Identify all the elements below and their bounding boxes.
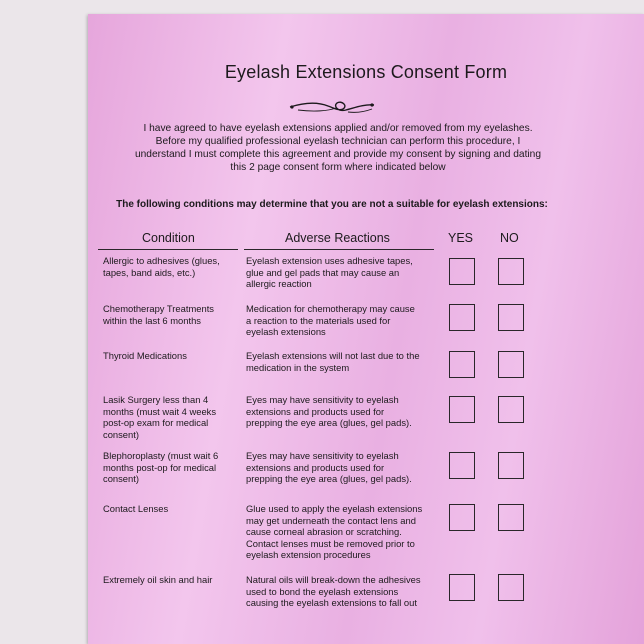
intro-line: this 2 page consent form where indicated below <box>230 162 446 173</box>
no-checkbox[interactable] <box>498 258 524 285</box>
condition-line: tapes, band aids, etc.) <box>103 266 196 278</box>
adverse-cell <box>246 450 441 485</box>
adverse-line: a reaction to the materials used for <box>246 314 391 326</box>
yes-column-header: YES <box>448 231 474 245</box>
condition-line: months post-op for medical <box>103 461 217 473</box>
condition-line: Lasik Surgery less than 4 <box>103 394 209 405</box>
adverse-line: Medication for chemotherapy may cause <box>246 303 415 314</box>
adverse-line: eyelash extensions <box>246 326 326 338</box>
yes-checkbox[interactable] <box>449 396 475 423</box>
adverse-cell <box>246 303 441 338</box>
condition-column-header: Condition <box>142 231 195 245</box>
condition-line: Blephoroplasty (must wait 6 <box>103 450 219 461</box>
yes-checkbox[interactable] <box>449 258 475 285</box>
condition-cell <box>103 394 243 440</box>
form-title: Eyelash Extensions Consent Form <box>224 62 508 82</box>
adverse-cell <box>246 503 441 561</box>
adverse-header-rule <box>244 249 434 250</box>
adverse-line: glue and gel pads that may cause an <box>246 266 400 278</box>
adverse-line: cause corneal abrasion or scratching. <box>246 526 402 538</box>
intro-paragraph <box>108 122 568 174</box>
no-checkbox[interactable] <box>498 396 524 423</box>
intro-line: understand I must complete this agreement and provide my consent by signing and dating <box>134 149 542 160</box>
adverse-cell <box>246 574 441 609</box>
yes-checkbox[interactable] <box>449 452 475 479</box>
adverse-line: Natural oils will break-down the adhesives <box>246 574 421 585</box>
yes-checkbox[interactable] <box>449 504 475 531</box>
no-checkbox[interactable] <box>498 452 524 479</box>
condition-line: post-op exam for medical <box>103 417 209 429</box>
adverse-line: used to bond the eyelash extensions <box>246 585 399 597</box>
condition-line: Thyroid Medications <box>103 350 187 361</box>
no-checkbox[interactable] <box>498 504 524 531</box>
adverse-line: Eyelash extension uses adhesive tapes, <box>246 255 413 266</box>
adverse-cell <box>246 394 441 429</box>
condition-cell <box>103 303 243 326</box>
condition-line: Contact Lenses <box>103 503 169 514</box>
suitability-warning: The following conditions may determine that you are not a suitable for eyelash extensions: <box>116 199 548 210</box>
adverse-column-header: Adverse Reactions <box>285 231 390 245</box>
no-column-header: NO <box>500 231 519 245</box>
adverse-line: eyelash extension procedures <box>246 549 371 561</box>
adverse-cell <box>246 255 441 290</box>
condition-cell <box>103 574 243 586</box>
condition-line: Extremely oil skin and hair <box>103 574 213 585</box>
condition-line: within the last 6 months <box>103 314 201 326</box>
intro-line: I have agreed to have eyelash extensions applied and/or removed from my eyelashes. <box>143 123 533 134</box>
adverse-line: Eyelash extensions will not last due to the <box>246 350 420 361</box>
consent-form-page <box>88 14 644 644</box>
no-checkbox[interactable] <box>498 304 524 331</box>
condition-line: months (must wait 4 weeks <box>103 405 217 417</box>
adverse-line: causing the eyelash extensions to fall out <box>246 597 417 609</box>
condition-line: consent) <box>103 428 139 440</box>
adverse-line: allergic reaction <box>246 278 312 290</box>
adverse-cell <box>246 350 441 373</box>
intro-line: Before my qualified professional eyelash technician can perform this procedure, I <box>155 136 521 147</box>
adverse-line: Contact lenses must be removed prior to <box>246 537 415 549</box>
condition-cell <box>103 350 243 362</box>
condition-line: Chemotherapy Treatments <box>103 303 214 314</box>
adverse-line: may get underneath the contact lens and <box>246 514 416 526</box>
adverse-line: medication in the system <box>246 361 350 373</box>
adverse-line: prepping the eye area (glues, gel pads). <box>246 417 412 429</box>
condition-cell <box>103 450 243 485</box>
yes-checkbox[interactable] <box>449 351 475 378</box>
yes-checkbox[interactable] <box>449 574 475 601</box>
adverse-line: prepping the eye area (glues, gel pads). <box>246 473 412 485</box>
adverse-line: extensions and products used for <box>246 405 385 417</box>
adverse-line: extensions and products used for <box>246 461 385 473</box>
no-checkbox[interactable] <box>498 574 524 601</box>
condition-line: Allergic to adhesives (glues, <box>103 255 220 266</box>
adverse-line: Eyes may have sensitivity to eyelash <box>246 394 399 405</box>
adverse-line: Glue used to apply the eyelash extensions <box>246 503 423 514</box>
condition-cell <box>103 255 243 278</box>
adverse-line: Eyes may have sensitivity to eyelash <box>246 450 399 461</box>
flourish-ornament-icon <box>288 94 376 118</box>
yes-checkbox[interactable] <box>449 304 475 331</box>
condition-cell <box>103 503 243 515</box>
no-checkbox[interactable] <box>498 351 524 378</box>
condition-line: consent) <box>103 473 139 485</box>
condition-header-rule <box>98 249 238 250</box>
